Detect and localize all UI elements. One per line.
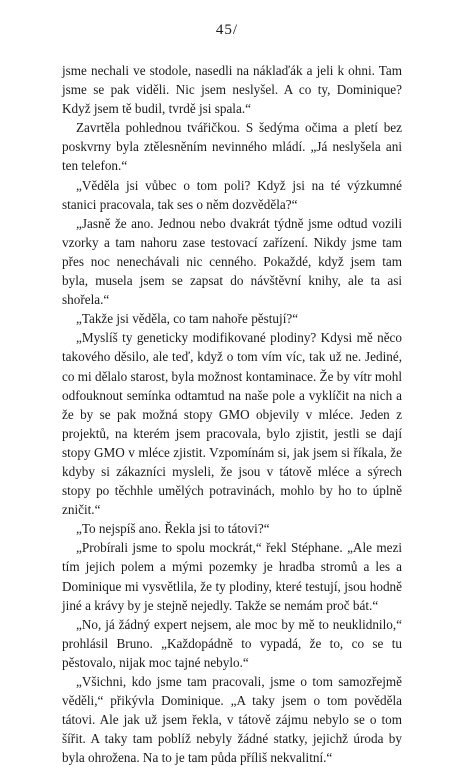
- paragraph-9: „No, já žádný expert nejsem, ale moc by mě to neuklidnilo,“ prohlásil Bruno. „Každopádně to vypadá, že to, co se tu pěstovalo, nijak moc tajné nebylo.“: [62, 616, 402, 670]
- paragraph-2: Zavrtěla pohlednou tvářičkou. S šedýma očima a pletí bez poskvrny byla ztělesněním nevinného mládí. „Já neslyšela ani ten telefon.“: [62, 120, 402, 174]
- paragraph-6: „Myslíš ty geneticky modifikované plodiny? Kdysi mě něco takového děsilo, ale teď, když o tom vím víc, tak už ne. Jediné, co mi dělalo starost, byla možnost kontaminace. Že by vítr mohl odfouknout semínka odtamtud na naše pole a vyklíčit na nich a že by se pak možná stopy GMO objevily v mléce. Jeden z projektů, na kterém jsem pracovala, bylo zjistit, jestli se dají stopy GMO v mléce zjistit. Vzpomínám si, jak jsem si říkala, že kdyby si zákazníci mysleli, že jsou v tátově mléce a sýrech stopy po těchhle umělých potravinách, mohlo by ho to úplně zničit.“: [62, 330, 402, 518]
- paragraph-3: „Věděla jsi vůbec o tom poli? Když jsi na té výzkumné stanici pracovala, tak ses o něm dozvěděla?“: [62, 177, 402, 212]
- body-text: [62, 61, 402, 767]
- paragraph-1: jsme nechali ve stodole, nasedli na náklaďák a jeli k ohni. Tam jsme se pak viděli. Nic jsem neslyšel. A co ty, Dominique? Když jsem tě budil, tvrdě jsi spala.“: [62, 63, 402, 117]
- paragraph-5: „Takže jsi věděla, co tam nahoře pěstují?“: [76, 311, 299, 327]
- paragraph-4: „Jasně že ano. Jednou nebo dvakrát týdně jsme odtud vozili vzorky a tam nahoru zase testovací zařízení. Nikdy jsme tam přes noc nenechávali nic cenného. Pokaždé, když jsem tam byla, musela jsem se zapsat do návštěvní knihy, ale ta asi shořela.“: [62, 215, 402, 308]
- paragraph-7: „To nejspíš ano. Řekla jsi to tátovi?“: [76, 521, 270, 537]
- page-number: 45/: [215, 22, 239, 38]
- paragraph-8: „Probírali jsme to spolu mockrát,“ řekl Stéphane. „Ale mezi tím jejich polem a mými pozemky je hradba stromů a les a Dominique mi vysvětlila, že ty plodiny, které testují, jsou hodně jiné a krávy by je stejně nejedly. Takže se nemám proč bát.“: [62, 540, 402, 613]
- paragraph-10: „Všichni, kdo jsme tam pracovali, jsme o tom samozřejmě věděli,“ přikývla Dominique. „A taky jsem o tom pověděla tátovi. Ale jak už jsem řekla, v tátově zájmu nebylo se o tom šířit. A taky tam poblíž nebyly žádné statky, jejichž úroda by byla ohrožena. Na to je tam půda příliš nekvalitní.“: [62, 674, 402, 766]
